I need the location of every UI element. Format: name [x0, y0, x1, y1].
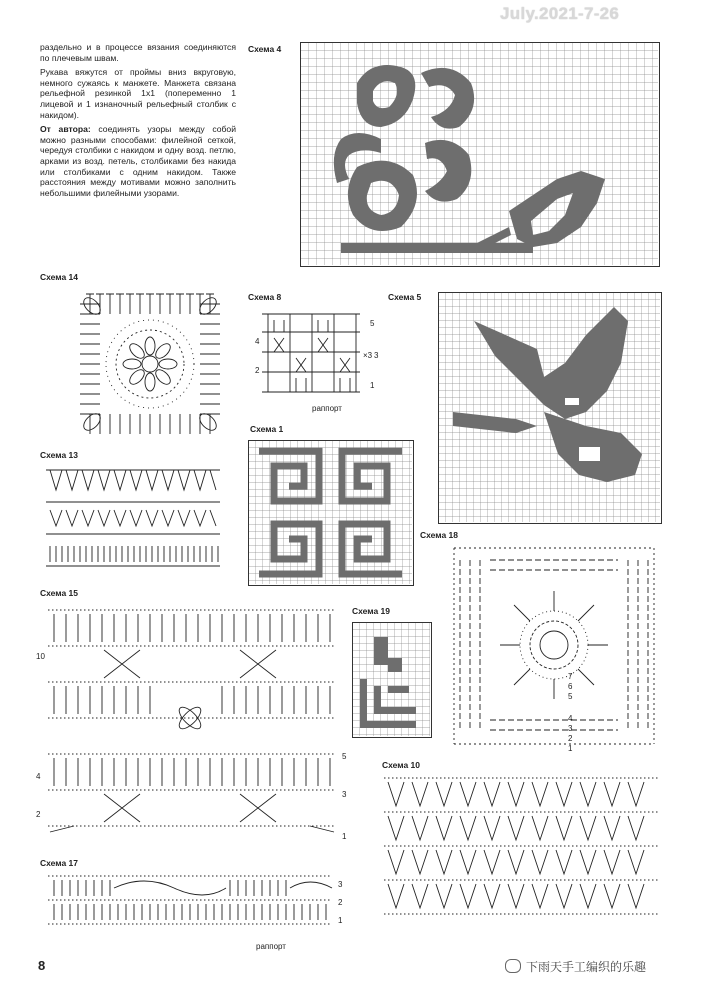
paragraph-2: Рукава вяжутся от проймы вниз вкруговую, немного сужаясь к манжете. Манжета связана рельефной резинкой 1x1 (попеременно 1 лицевой и 1 изнаночный рельефный столбик с накидом). — [40, 67, 236, 120]
watermark — [505, 958, 646, 975]
paragraph-1: раздельно и в процессе вязания соединяются по плечевым швам. — [40, 42, 236, 63]
scheme-10-label: Схема 10 — [382, 760, 420, 770]
page-number: 8 — [38, 958, 46, 973]
scheme-13-chart — [42, 462, 224, 572]
scheme-1-label: Схема 1 — [250, 424, 284, 434]
scheme-15-row-2: 2 — [36, 810, 41, 819]
scheme-18-row-5: 5 — [568, 692, 573, 701]
scheme-14-label: Схема 14 — [40, 272, 78, 282]
scheme-4-label: Схема 4 — [248, 44, 282, 54]
scheme-17-row-1: 1 — [338, 916, 343, 925]
scheme-8-label: Схема 8 — [248, 292, 282, 302]
scheme-17-chart — [44, 870, 336, 932]
scheme-10-chart — [380, 772, 664, 934]
scheme-15-row-4: 4 — [36, 772, 41, 781]
scheme-17-label: Схема 17 — [40, 858, 78, 868]
author-note — [40, 124, 236, 198]
scheme-14-center-flower — [106, 320, 194, 408]
scheme-15-row-3: 3 — [342, 790, 347, 799]
scheme-19-grid — [352, 622, 432, 738]
scheme-8-row-2: 2 — [255, 366, 260, 375]
scheme-18-row-1: 1 — [568, 744, 573, 753]
scheme-17-row-2: 2 — [338, 898, 343, 907]
scheme-1-grid — [248, 440, 414, 586]
scheme-13-label: Схема 13 — [40, 450, 78, 460]
scheme-17-rapport-label: раппорт — [256, 942, 286, 951]
scheme-15-label: Схема 15 — [40, 588, 78, 598]
scheme-15-row-5: 5 — [342, 752, 347, 761]
scheme-8-row-1: 1 — [370, 381, 375, 390]
wechat-icon — [505, 959, 521, 973]
author-note-text: соединять узоры между собой можно разными способами: филейной сеткой, чередуя столбики с накидом и одну возд. петлю, арками из возд. петель, столбиками без накида или столбиками с одним накидом. Также расстояния между мотивами можно заполнить небольшими филейными узорами. — [40, 124, 236, 198]
scheme-8-row-3: 3 — [374, 351, 379, 360]
scheme-14-border-stitches — [80, 294, 220, 434]
scheme-15-row-1: 1 — [342, 832, 347, 841]
scheme-4-grid — [300, 42, 660, 267]
scheme-8-row-5: 5 — [370, 319, 375, 328]
scheme-18-row-3: 3 — [568, 724, 573, 733]
author-note-lead: От автора: — [40, 124, 91, 135]
scheme-8-rapport-label: раппорт — [312, 404, 342, 413]
scheme-8-row-4: 4 — [255, 337, 260, 346]
scheme-14-corner-petals — [81, 295, 220, 434]
watermark-text: 下雨天手工编织的乐趣 — [526, 960, 647, 974]
scheme-15-row-10: 10 — [36, 652, 45, 661]
scheme-17-row-3: 3 — [338, 880, 343, 889]
date-stamp: July.2021-7-26 — [500, 4, 620, 23]
scheme-5-label: Схема 5 — [388, 292, 422, 302]
scheme-14-chart — [70, 284, 230, 444]
text-column — [40, 42, 236, 202]
scheme-15-chart — [44, 600, 340, 844]
scheme-8-chart — [256, 308, 368, 400]
scheme-5-grid — [438, 292, 662, 524]
scheme-18-row-7: 7 — [568, 672, 573, 681]
scheme-18-label: Схема 18 — [420, 530, 458, 540]
scheme-18-row-6: 6 — [568, 682, 573, 691]
scheme-8-multiplier: ×3 — [363, 351, 373, 360]
scheme-18-chart — [450, 540, 658, 752]
scheme-19-label: Схема 19 — [352, 606, 390, 616]
scheme-18-row-4: 4 — [568, 714, 573, 723]
scheme-18-row-2: 2 — [568, 734, 573, 743]
